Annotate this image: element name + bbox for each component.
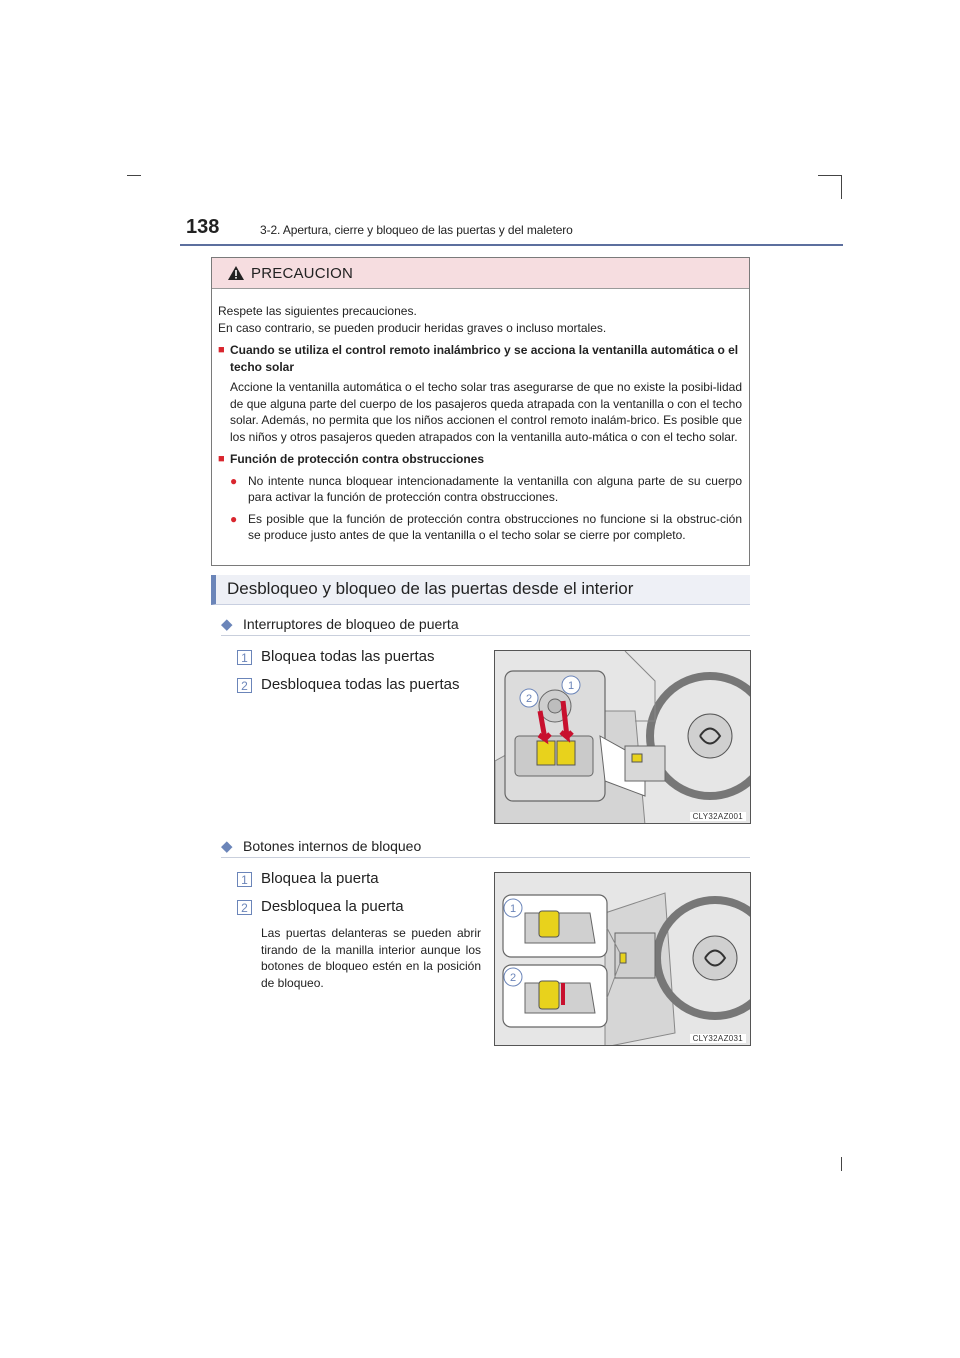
caution-intro-1: Respete las siguientes precauciones. (218, 304, 417, 318)
subsection-switches (221, 615, 750, 636)
figure-code: CLY32AZ031 (690, 1034, 746, 1043)
caution-subheading-text: Cuando se utiliza el control remoto inalámbrico y se acciona la ventanilla automática o el techo solar (230, 343, 739, 374)
crop-mark (841, 1157, 842, 1171)
number-badge: 2 (237, 900, 252, 915)
number-badge: 1 (237, 872, 252, 887)
callout-1: 1 (509, 903, 517, 915)
figure-door-lock-switch (494, 650, 751, 824)
crop-mark (127, 175, 141, 176)
caution-title: PRECAUCION (251, 264, 354, 282)
interior-lock-button-illustration (495, 873, 751, 1046)
page-number: 138 (186, 216, 220, 238)
caution-paragraph: Accione la ventanilla automática o el techo solar tras asegurarse de que no existe la posibi-lidad de que alguna parte del cuerpo de los pasajeros queda atrapada con la ventanilla o con el techo solar. Además, no permita que los niños accionen el control remoto inalám-brico. Es posible que los niños y otros pasajeros queden atrapados con la ventanilla auto-mática o con el techo solar. (230, 380, 742, 444)
caution-subheading-remote (218, 342, 742, 375)
caution-header (212, 258, 749, 289)
subsection-buttons (221, 837, 750, 858)
caution-subheading-obstruction (218, 451, 742, 468)
page-header (180, 216, 843, 246)
caution-bullet-text: Es posible que la función de protección contra obstrucciones no funcione si la obstruc-ción se produce justo antes de que la ventanilla o el techo solar se cierre por completo. (248, 511, 742, 542)
square-bullet-icon: ■ (218, 344, 225, 356)
warning-triangle-icon (227, 265, 245, 281)
square-bullet-icon: ■ (218, 453, 225, 465)
item-label: Desbloquea la puerta (261, 898, 404, 915)
number-badge: 2 (237, 678, 252, 693)
subsection-title: Interruptores de bloqueo de puerta (243, 616, 459, 632)
section-header (211, 575, 750, 605)
callout-1: 1 (567, 680, 575, 692)
crop-mark (818, 175, 842, 176)
section-title: Desbloqueo y bloqueo de las puertas desde el interior (227, 579, 634, 598)
caution-intro-2: En caso contrario, se pueden producir heridas graves o incluso mortales. (218, 320, 607, 335)
header-rule (180, 244, 843, 246)
callout-2: 2 (509, 972, 517, 984)
subsection-title: Botones internos de bloqueo (243, 838, 422, 854)
figure-interior-lock-button (494, 872, 751, 1046)
round-bullet-icon: ● (230, 473, 238, 488)
item-label: Bloquea todas las puertas (261, 648, 435, 665)
crop-mark (841, 175, 842, 199)
diamond-icon: ◆ (221, 838, 233, 855)
caution-bullet-text: No intente nunca bloquear intencionadamente la ventanilla con alguna parte de su cuerpo para activar la función de protección contra obstrucciones. (248, 473, 742, 504)
caution-subheading-text: Función de protección contra obstrucciones (230, 452, 485, 466)
number-badge: 1 (237, 650, 252, 665)
note-text: Las puertas delanteras se pueden abrir tirando de la manilla interior aunque los botones de bloqueo estén en la posición de bloqueo. (261, 926, 481, 990)
round-bullet-icon: ● (230, 511, 238, 526)
chapter-title: 3-2. Apertura, cierre y bloqueo de las puertas y del maletero (260, 223, 573, 237)
diamond-icon: ◆ (221, 616, 233, 633)
caution-box (211, 257, 750, 566)
caution-bullet (230, 473, 742, 506)
figure-code: CLY32AZ001 (690, 812, 746, 821)
caution-body (212, 289, 749, 544)
item-label: Desbloquea todas las puertas (261, 676, 460, 693)
caution-bullet (230, 511, 742, 544)
door-lock-switch-illustration (495, 651, 751, 824)
callout-2: 2 (525, 693, 533, 705)
item-label: Bloquea la puerta (261, 870, 379, 887)
